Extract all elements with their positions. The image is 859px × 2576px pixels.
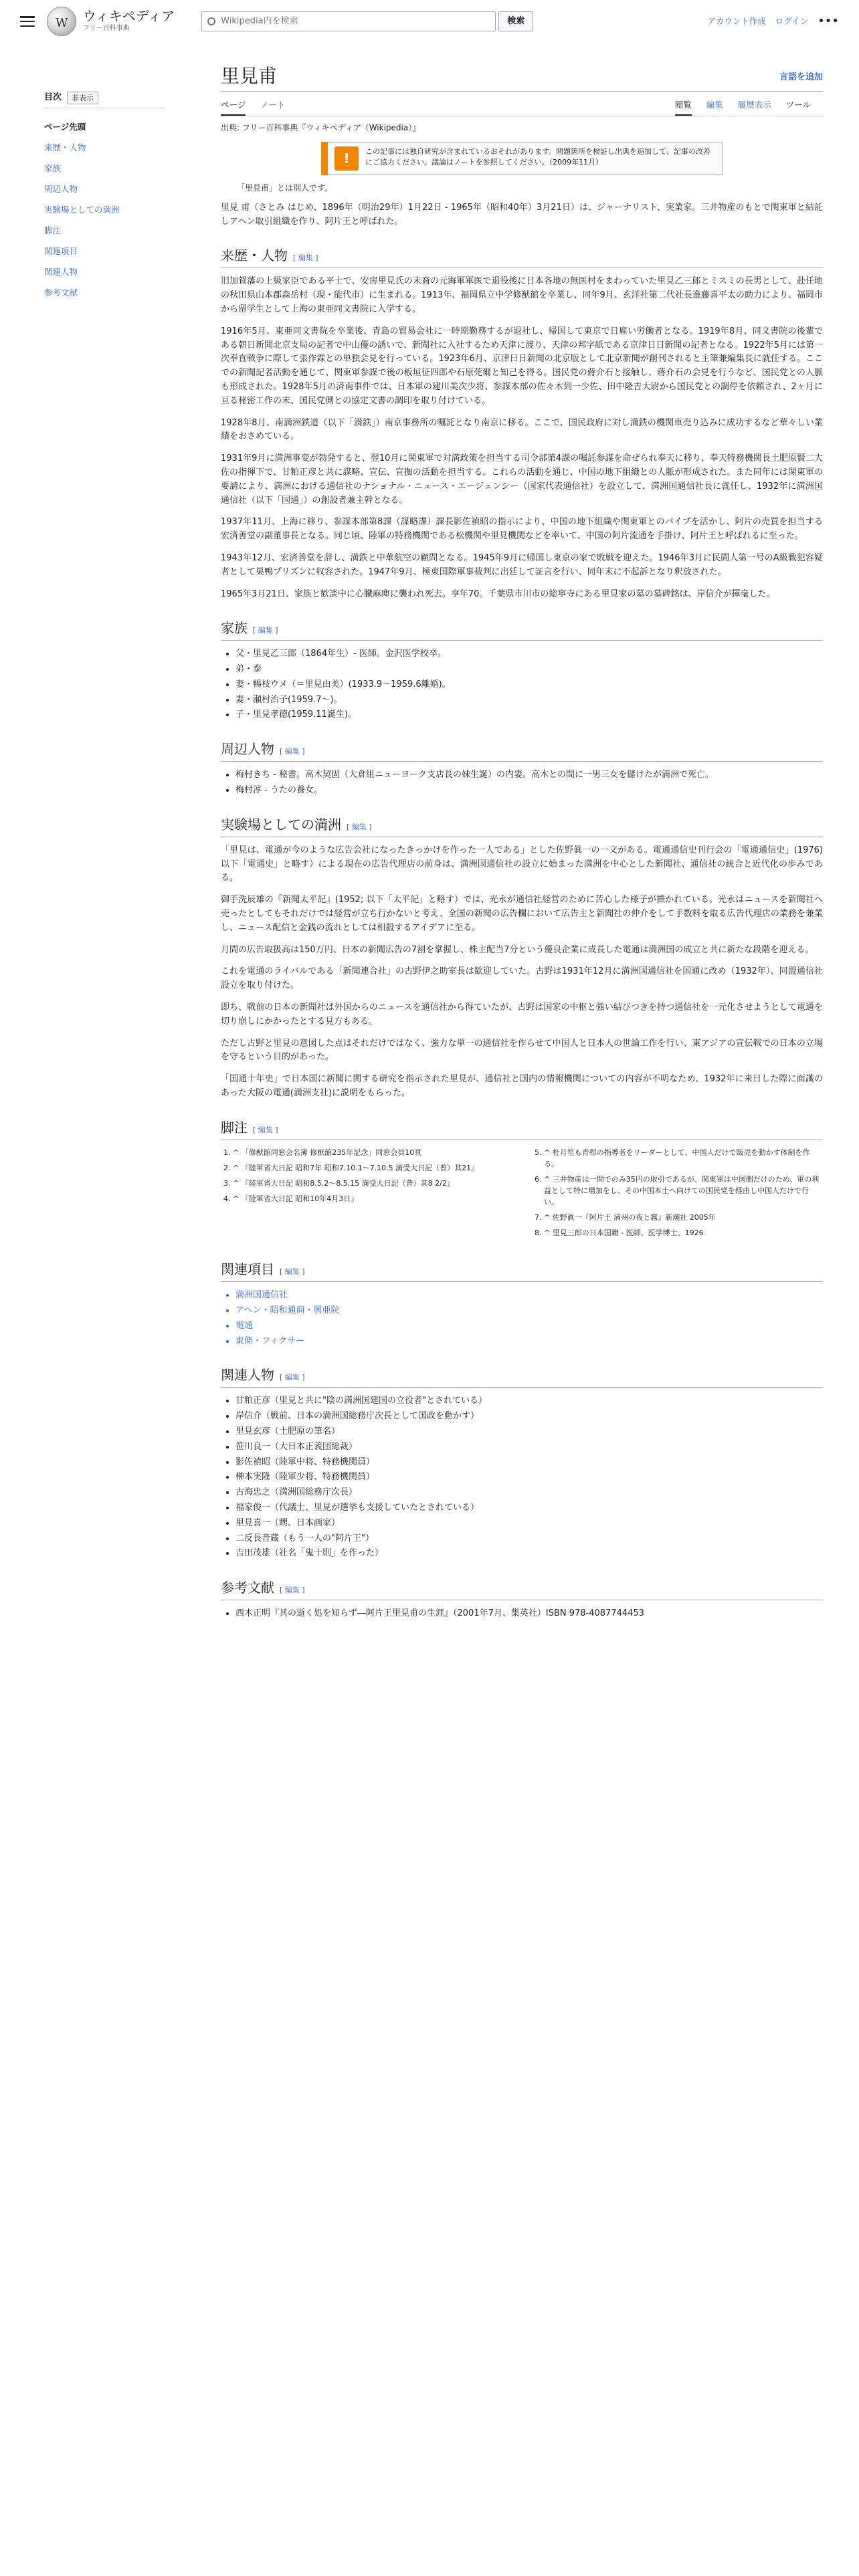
section-family: 家族 [ 編集 ] — [221, 617, 823, 641]
list-item[interactable]: • 東條・フィクサー — [235, 1335, 823, 1349]
toc-item-family[interactable]: 家族 — [44, 163, 62, 173]
search-input[interactable] — [201, 11, 496, 31]
list-item: • 里見玄彦（土肥原の筆名） — [235, 1425, 823, 1439]
list-item: • 影佐禎昭（陸軍中将、特務機関員） — [235, 1456, 823, 1470]
paragraph: 「国通十年史」で日本国に新聞に関する研究を指示された里見が、通信社と国内の情報機関についての内容が不明なため、1932年に来日した際に面識のあった大阪の電通(満洲支社)に説明をもらった。 — [221, 1074, 823, 1099]
page-title: 里見甫 — [221, 65, 278, 87]
site-tagline: フリー百科事典 — [83, 25, 130, 32]
list-item[interactable]: • 電通 — [235, 1319, 823, 1333]
tab-history[interactable]: 履歴表示 — [737, 100, 771, 110]
paragraph: 旧加賀藩の上級家臣である平士で、安房里見氏の末裔の元海軍軍医で退役後に日本各地の無医村をまわっていた里見乙三郎とミスミの長男として、赴任地の秋田県山本郡森岳村（現・能代市）に生まれる。1913年、福岡県立中学修猷館を卒業し、同年9月、玄洋社第二代社長進藤喜平太の助力により、福岡市から留学生として上海の東亜同文書院に入学する。 — [221, 276, 823, 314]
paragraph: 1937年11月、上海に移り、参謀本部第8課（謀略課）課長影佐禎昭の指示により、中国の地下組織や関東軍とのパイプを活かし、阿片の売買を担当する宏済善堂の副董事長となる。同じ頃、陸軍の特務機関である松機関や里見機関などを率いて、中国の阿片流通を手掛け、阿片王と呼ばれるに至った。 — [221, 517, 823, 542]
paragraph: 月間の広告取扱高は150万円、日本の新聞広告の7割を掌握し、株主配当7分という優良企業に成長した電通は満洲国の成立と共に新たな段階を迎える。 — [221, 944, 814, 955]
warning-icon: ! — [335, 146, 359, 171]
paragraph: 1928年8月、南満洲鉄道（以下「満鉄」）南京事務所の嘱託となり南京に移る。ここで、国民政府に対し満鉄の機関車売り込みに成功するなど華々しい業績をおさめている。 — [221, 417, 823, 442]
reference-item: 8. ^ 里見三郎の日本国籍 - 医師、医学博士。1926 — [544, 1227, 823, 1239]
table-of-contents — [44, 91, 165, 307]
list-item: • 岸信介（戦前、日本の満洲国総務庁次長として国政を動かす） — [235, 1410, 823, 1424]
search-placeholder: Wikipedia内を検索 — [221, 15, 298, 26]
section-title: 脚注 — [221, 1119, 248, 1136]
wikipedia-logo[interactable] — [47, 7, 76, 36]
tab-edit[interactable]: 編集 — [706, 100, 723, 110]
reference-item: 6. ^ 三井物産は一問でのみ35円の取引であるが、関東軍は中国側だけのため、軍の利益として特に増加をし、その中国本土へ向けての国民党を経由し中国人だけで行い。 — [544, 1174, 823, 1208]
tab-read[interactable]: 閲覧 — [675, 96, 692, 116]
toc-item-bibliography[interactable]: 参考文献 — [44, 287, 78, 298]
toc-item-top[interactable]: ページ先頭 — [44, 121, 86, 132]
list-item: • 西木正明『其の逝く処を知らず―阿片王里見甫の生涯』（2001年7月、集英社）ISBN 978-4087744453 — [235, 1607, 823, 1621]
paragraph: ただし古野と里見の意図した点はそれだけではなく、強力な単一の通信社を作らせて中国人と日本人の世論工作を行い、東アジアの宣伝戦での日本の立場を守るという目的があった。 — [221, 1038, 823, 1063]
user-links — [707, 12, 839, 31]
reference-item: 2. ^ 『陸軍省大日記 昭和7年 昭和7.10.1〜7.10.5 満受大日記（普）其21』 — [233, 1162, 512, 1174]
lead-paragraph: 里見 甫（さとみ はじめ、1896年（明治29年）1月22日 - 1965年（昭和40年）3月21日）は、ジャーナリスト、実業家。三井物産のもとで関東軍と結託しアヘン取引組織を作り、阿片王と呼ばれた。 — [221, 202, 823, 227]
list-item: • 子・里見孝徳(1959.11誕生)。 — [235, 708, 823, 722]
section-related-people: 関連人物 [ 編集 ] — [221, 1364, 823, 1388]
bibliography-list — [235, 1607, 823, 1621]
tab-talk[interactable]: ノート — [260, 100, 286, 110]
paragraph: 1965年3月21日、家族と歓談中に心臓麻痺に襲われ死去。享年70。千葉県市川市の総寧寺にある里見家の墓の墓碑銘は、岸信介が揮毫した。 — [221, 588, 775, 599]
toc-item-people[interactable]: 周辺人物 — [44, 183, 78, 194]
login-link[interactable]: ログイン — [775, 15, 809, 26]
site-name: ウィキペディア — [83, 8, 175, 24]
hatnote: 「里見甫」とは別人です。 — [237, 183, 333, 193]
toc-item-notes[interactable]: 脚注 — [44, 225, 62, 235]
tab-tools[interactable]: ツール — [785, 100, 811, 110]
edit-link[interactable]: 編集 — [258, 1125, 273, 1134]
list-item: • 二反長音蔵（もう一人の"阿片王"） — [235, 1532, 823, 1546]
create-account-link[interactable]: アカウント作成 — [707, 15, 766, 26]
references — [221, 1147, 823, 1243]
family-list — [235, 647, 823, 722]
edit-link[interactable]: 編集 — [298, 253, 313, 263]
section-people: 周辺人物 [ 編集 ] — [221, 738, 823, 762]
reference-item: 1. ^ 「修猷館同窓会名簿 修猷館235年記念」同窓会員10頁 — [233, 1147, 512, 1158]
site-wordmark[interactable] — [83, 9, 175, 34]
search-form — [201, 11, 533, 31]
toc-title: 目次 — [44, 92, 62, 102]
search-icon — [207, 17, 215, 25]
list-item: • 梅村きち - 秘書。高木契固（大倉組ニューヨーク支店長の妹生誕）の内妻。高木との間に一男三女を儲けたが満洲で死亡。 — [235, 768, 823, 782]
paragraph: 「里見は、電通が今のような広告会社になったきっかけを作った一人である」とした佐野眞一の一文がある。電通通信史刊行会の「電通通信史」(1976) 以下「電通史」と略す）による現在の広告代理店の前身は、満洲国通信社の設立に始まった満洲を中心とした新聞社、通信社の統合と近代化の歩みである。 — [221, 845, 823, 883]
section-title: 周辺人物 — [221, 741, 274, 758]
people-list — [235, 768, 823, 798]
reference-item: 4. ^ 『陸軍省大日記 昭和10年4月3日』 — [233, 1193, 512, 1204]
toc-header — [44, 91, 165, 108]
section-title: 参考文献 — [221, 1580, 274, 1596]
source-line: 出典: フリー百科事典『ウィキペディア（Wikipedia）』 — [221, 123, 421, 133]
toc-item-history[interactable]: 来歴・人物 — [44, 142, 86, 152]
section-manchuria: 実験場としての満洲 [ 編集 ] — [221, 814, 823, 837]
list-item: • 妻・暢枝ウメ（＝里見由美）(1933.9〜1959.6離婚)。 — [235, 678, 823, 692]
paragraph: 1943年12月、宏済善堂を辞し、満鉄と中華航空の顧問となる。1945年9月に帰国し東京の家で敗戦を迎えた。1946年3月に民間人第一号のA級戦犯容疑者として巣鴨プリズンに収容された。1947年9月、極東国際軍事裁判に出廷して証言を行い、同年末に不起訴となり釈放された。 — [221, 552, 823, 577]
list-item[interactable]: • アヘン・昭和通商・興亜院 — [235, 1304, 823, 1318]
edit-link[interactable]: 編集 — [284, 1373, 300, 1382]
language-button[interactable]: 言語を追加 — [779, 72, 823, 82]
references-left — [233, 1147, 512, 1243]
reference-item: 5. ^ 杜月笙も青幇の指導者をリーダーとして、中国人だけで販売を動かす体制を作る。 — [544, 1147, 823, 1170]
site-header — [0, 0, 859, 43]
toc-item-related[interactable]: 関連項目 — [44, 245, 78, 256]
section-title: 関連項目 — [221, 1261, 274, 1278]
title-bar — [221, 64, 823, 92]
edit-link[interactable]: 編集 — [351, 822, 367, 831]
section-notes: 脚注 [ 編集 ] — [221, 1117, 823, 1140]
paragraph: これを電通のライバルである「新聞連合社」の古野伊之助室長は歓迎していた。古野は1931年12月に満洲国通信社を国通に改め（1932年）、同盟通信社設立を取り付けた。 — [221, 966, 823, 991]
reference-item: 3. ^ 『陸軍省大日記 昭和8.5.2〜8.5.15 満受大日記（普）其8 2/2』 — [233, 1178, 512, 1189]
paragraph: 1931年9月に満洲事変が勃発すると、翌10月に関東軍で対満政策を担当する司令部第4課の嘱託参謀を命ぜられ奉天に移り、奉天特務機関長土肥原賢二大佐の指揮下で、甘粕正彦と共に謀略、宣伝、宣撫の活動を担当する。これらの活動を通じ、中国の地下組織との人脈が形成された。また同年には関東軍の要請により、満洲における通信社のナショナル・ニュース・エージェンシー（国家代表通信社）を設立して、満洲国通信社長に就任し、1932年に満洲国通信社（以下「国通」）の創設者兼主幹となる。 — [221, 453, 823, 506]
tab-page[interactable]: ページ — [221, 96, 246, 116]
article-content — [221, 64, 823, 1628]
section-title: 実験場としての満洲 — [221, 816, 341, 833]
list-item[interactable]: • 満洲国通信社 — [235, 1289, 823, 1303]
list-item: • 父・里見乙三郎（1864年生）- 医師。金沢医学校卒。 — [235, 647, 823, 661]
related-list — [235, 1289, 823, 1348]
paragraph: 1916年5月、東亜同文書院を卒業後、青島の貿易会社に一時期勤務するが退社し、帰国して東京で日雇い労働者となる。1919年8月、同文書院の後輩である朝日新聞北京支局の記者で中山優の誘いで、新聞社に入社するため天津に渡り、天津の邦字紙である京津日日新聞の記者となる。1922年5月には第一次奉直戦争に際して張作霖との単独会見を行っている。1923年6月、京津日日新聞の北京版として北京新聞が創刊されると主筆兼編集長に就任する。ここでの新聞記者活動を通じて、関東軍参謀で後の板垣征四郎や石原莞爾と知己を得る。国民党の蔣介石と接触し、蔣介石の会見を行うなど、国民党との人脈も形成された。1928年5月の済南事件では、日本軍の建川美次少将、参謀本部の佐々木到一少佐、田中隆吉大尉から国民党との調停を依頼され、2ヶ月に亘る秘密工作の末、国民党側との協定文書の調印を取り付けている。 — [221, 326, 823, 406]
list-item: • 弟・泰 — [235, 663, 823, 677]
edit-link[interactable]: 編集 — [284, 747, 300, 756]
related-people-list — [235, 1394, 823, 1561]
section-title: 来歴・人物 — [221, 247, 288, 264]
section-related: 関連項目 [ 編集 ] — [221, 1259, 823, 1282]
references-right — [544, 1147, 823, 1243]
toc-hide-button[interactable]: 非表示 — [67, 92, 98, 105]
toc-item-related-people[interactable]: 関連人物 — [44, 266, 78, 277]
more-options-icon[interactable]: ••• — [818, 13, 839, 28]
list-item: • 古海忠之（満洲国総務庁次長） — [235, 1486, 823, 1500]
list-item: • 里見喜一（甥、日本画家） — [235, 1517, 823, 1531]
list-item: • 甘粕正彦（里見と共に"陰の満洲国建国の立役者"とされている） — [235, 1394, 823, 1408]
list-item: • 榊本実隆（陸軍少将、特務機関員） — [235, 1471, 823, 1485]
edit-link[interactable]: 編集 — [258, 626, 273, 635]
list-item: • 梅村淳 - うたの養女。 — [235, 784, 823, 798]
list-item: • 笹川良一（大日本正義団総裁） — [235, 1440, 823, 1455]
section-bibliography: 参考文献 [ 編集 ] — [221, 1577, 823, 1600]
section-title: 家族 — [221, 620, 248, 637]
edit-link[interactable]: 編集 — [284, 1267, 300, 1277]
main-menu-icon[interactable] — [20, 16, 35, 27]
paragraph: 御手洗辰雄の『新聞太平記』(1952; 以下「太平記」と略す）では、光永が通信社経営のために苦心した様子が描かれている。光永はニュースを新聞社へ売ったとしてもそれだけでは経営が立ち行かないと考え、全国の新聞の広告欄において広告主と新聞社の仲介をして手数料を取る広告代理店の業務を兼業し、ニュース配信と金銭の流れとしては相殺するアイデアに至る。 — [221, 895, 823, 933]
list-item: • 福家俊一（代議士、里見が選挙も支援していたとされている） — [235, 1501, 823, 1515]
warning-box — [321, 142, 723, 175]
paragraph: 即ち、戦前の日本の新聞社は外国からのニュースを通信社から得ていたが、古野は国家の中枢と強い結びつきを持つ通信社を一元化させようとして電通を切り崩しにかかったとする見方もある。 — [221, 1002, 823, 1027]
page-tabs — [221, 96, 823, 116]
reference-item: 7. ^ 佐野眞一『阿片王 満州の夜と霧』新潮社 2005年 — [544, 1212, 823, 1223]
search-button[interactable]: 検索 — [498, 11, 533, 31]
list-item: • 吉田茂雄（社名「鬼十則」を作った） — [235, 1547, 823, 1561]
edit-link[interactable]: 編集 — [284, 1586, 300, 1595]
toc-item-manchuria[interactable]: 実験場としての満洲 — [44, 204, 120, 215]
section-history: 来歴・人物 [ 編集 ] — [221, 245, 823, 268]
list-item: • 妻・瀬村治子(1959.7〜)。 — [235, 693, 823, 708]
section-title: 関連人物 — [221, 1367, 274, 1384]
warning-text: この記事には独自研究が含まれているおそれがあります。問題箇所を検証し出典を追加して、記事の改善にご協力ください。議論はノートを参照してください。（2009年11月） — [365, 146, 710, 167]
